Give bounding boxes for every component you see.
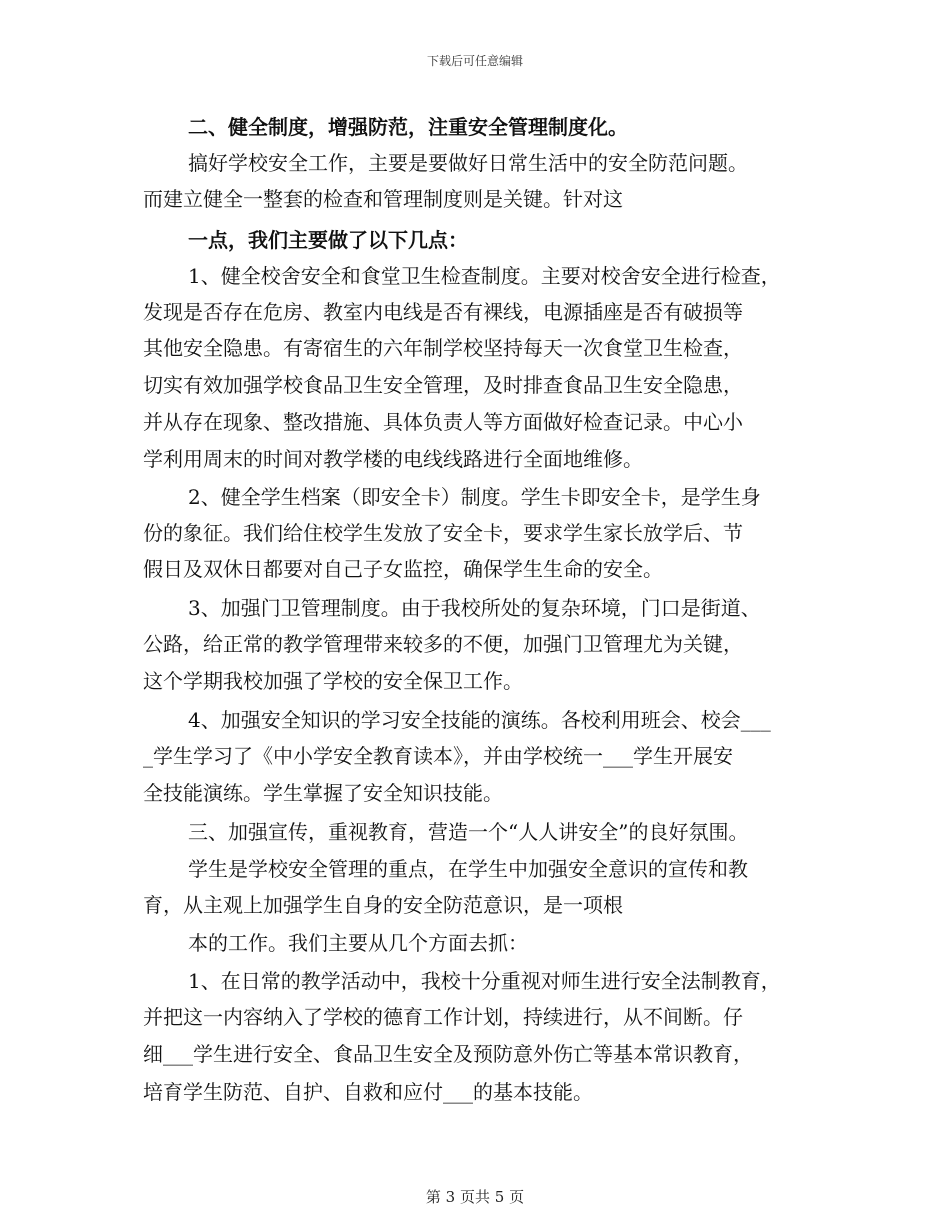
paragraph-line: 这个学期我校加强了学校的安全保卫工作。: [143, 669, 523, 693]
paragraph-line: 发现是否存在危房、教室内电线是否有裸线，电源插座是否有破损等: [143, 300, 743, 324]
paragraph-line: 而建立健全一整套的检查和管理制度则是关键。针对这: [143, 187, 623, 211]
paragraph-line: 学利用周末的时间对教学楼的电线线路进行全面地维修。: [143, 447, 643, 471]
section-heading: 二、健全制度，增强防范，注重安全管理制度化。: [188, 115, 628, 139]
paragraph-line: 3、加强门卫管理制度。由于我校所处的复杂环境，门口是街道、: [188, 596, 761, 620]
paragraph-line: 学生是学校安全管理的重点，在学生中加强安全意识的宣传和教: [188, 857, 748, 881]
paragraph-line: 4、加强安全知识的学习安全技能的演练。各校利用班会、校会___: [188, 708, 771, 732]
paragraph-line: 搞好学校安全工作，主要是要做好日常生活中的安全防范问题。: [188, 151, 748, 175]
paragraph-line: 2、健全学生档案（即安全卡）制度。学生卡即安全卡，是学生身: [188, 485, 761, 509]
section-heading: 一点，我们主要做了以下几点：: [188, 228, 468, 252]
paragraph-line: _学生学习了《中小学安全教育读本》，并由学校统一___学生开展安: [143, 744, 733, 768]
paragraph-line: 并把这一内容纳入了学校的德育工作计划，持续进行，从不间断。仔: [143, 1005, 743, 1029]
paragraph-line: 1、在日常的教学活动中，我校十分重视对师生进行安全法制教育，: [188, 969, 781, 993]
paragraph-line: 切实有效加强学校食品卫生安全管理，及时排查食品卫生安全隐患，: [143, 373, 743, 397]
paragraph-line: 全技能演练。学生掌握了安全知识技能。: [143, 781, 503, 805]
paragraph-line: 培育学生防范、自护、自救和应付___的基本技能。: [143, 1080, 593, 1104]
page-number: 第 3 页共 5 页: [425, 1188, 525, 1206]
paragraph-line: 本的工作。我们主要从几个方面去抓：: [188, 931, 528, 955]
paragraph-line: 并从存在现象、整改措施、具体负责人等方面做好检查记录。中心小: [143, 410, 743, 434]
paragraph-line: 假日及双休日都要对自己子女监控，确保学生生命的安全。: [143, 557, 663, 581]
paragraph-line: 育，从主观上加强学生自身的安全防范意识，是一项根: [143, 893, 623, 917]
paragraph-line: 公路，给正常的教学管理带来较多的不便，加强门卫管理尤为关键，: [143, 632, 743, 656]
section-heading: 三、加强宣传，重视教育，营造一个“人人讲安全”的良好氛围。: [188, 820, 749, 844]
paragraph-line: 细___学生进行安全、食品卫生安全及预防意外伤亡等基本常识教育，: [143, 1042, 753, 1066]
paragraph-line: 份的象征。我们给住校学生发放了安全卡，要求学生家长放学后、节: [143, 521, 743, 545]
page-header: 下载后可任意编辑: [426, 54, 523, 68]
paragraph-line: 1、健全校舍安全和食堂卫生检查制度。主要对校舍安全进行检查，: [188, 264, 781, 288]
paragraph-line: 其他安全隐患。有寄宿生的六年制学校坚持每天一次食堂卫生检查，: [143, 336, 743, 360]
